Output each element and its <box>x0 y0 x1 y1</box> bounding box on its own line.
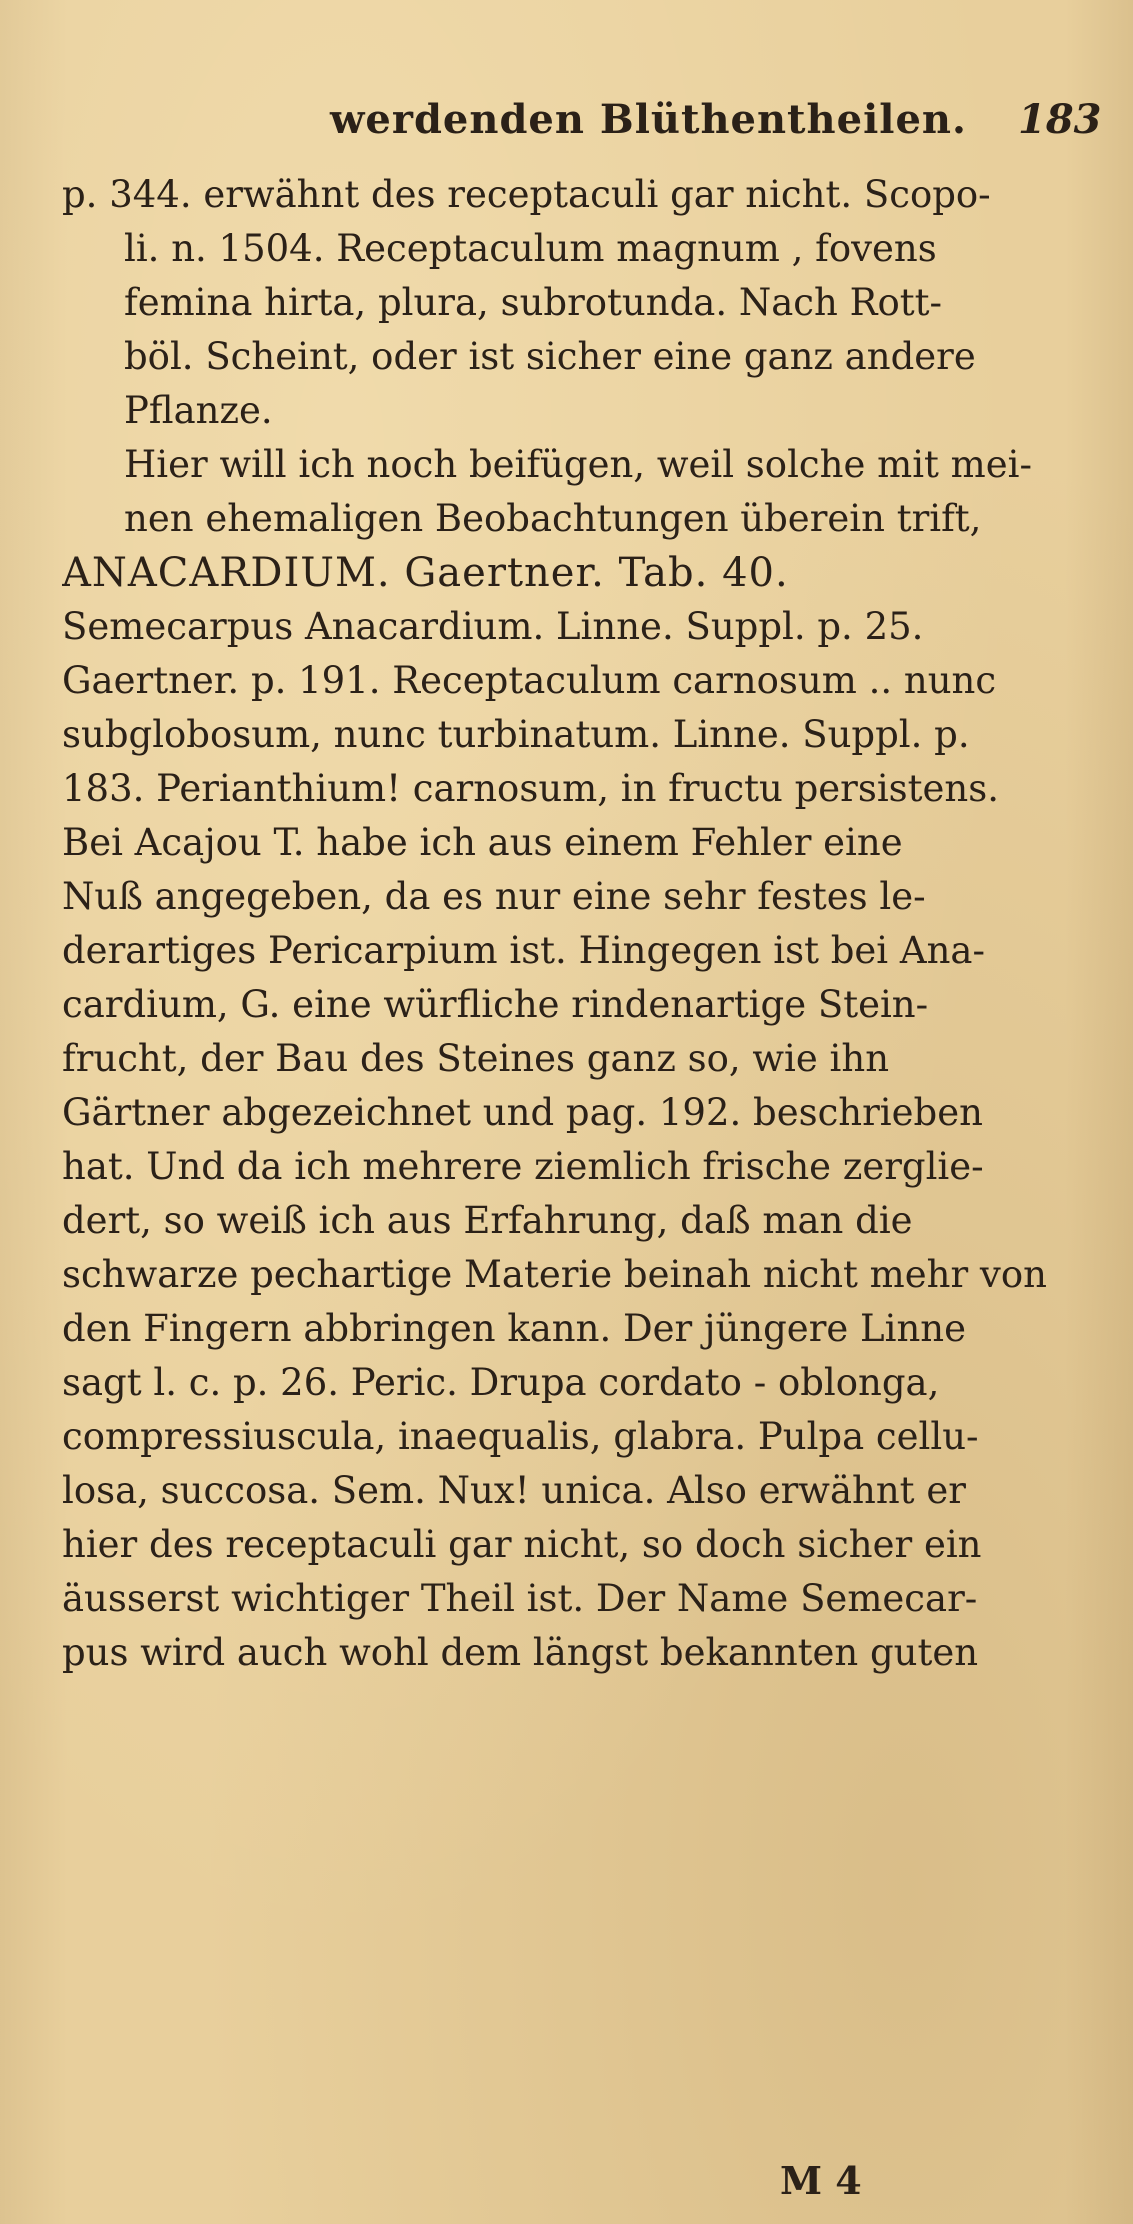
text-line: Gaertner. p. 191. Receptaculum carnosum .. nunc <box>62 659 997 702</box>
text-line: femina hirta, plura, subrotunda. Nach Rott- <box>124 281 942 324</box>
text-line: Gärtner abgezeichnet und pag. 192. beschrieben <box>62 1091 983 1134</box>
text-line: böl. Scheint, oder ist sicher eine ganz andere <box>124 335 976 378</box>
text-line: schwarze pechartige Materie beinah nicht mehr von <box>62 1253 1047 1296</box>
body-text <box>62 168 1052 1680</box>
text-line: Semecarpus Anacardium. Linne. Suppl. p. 25. <box>62 605 924 648</box>
text-line: Nuß angegeben, da es nur eine sehr festes le- <box>62 875 926 918</box>
signature-catchword: M 4 <box>780 2158 862 2203</box>
text-line: den Fingern abbringen kann. Der jüngere Linne <box>62 1307 967 1350</box>
text-line: subglobosum, nunc turbinatum. Linne. Suppl. p. <box>62 713 970 756</box>
text-line: Hier will ich noch beifügen, weil solche mit mei- <box>124 443 1032 486</box>
genus-heading: ANACARDIUM. Gaertner. Tab. 40. <box>62 550 789 596</box>
text-line: Pflanze. <box>124 389 273 432</box>
text-line: pus wird auch wohl dem längst bekannten guten <box>62 1631 979 1674</box>
text-line: li. n. 1504. Receptaculum magnum , fovens <box>124 227 937 270</box>
text-line: äusserst wichtiger Theil ist. Der Name Semecar- <box>62 1577 978 1620</box>
text-line: Bei Acajou T. habe ich aus einem Fehler eine <box>62 821 903 864</box>
text-line: compressiuscula, inaequalis, glabra. Pulpa cellu- <box>62 1415 979 1458</box>
running-head: werdenden Blüthentheilen. <box>330 96 967 143</box>
page-number: 183 <box>1018 96 1102 143</box>
text-line: frucht, der Bau des Steines ganz so, wie ihn <box>62 1037 890 1080</box>
text-line: losa, succosa. Sem. Nux! unica. Also erwähnt er <box>62 1469 966 1512</box>
text-line: cardium, G. eine würfliche rindenartige Stein- <box>62 983 929 1026</box>
text-line: sagt l. c. p. 26. Peric. Drupa cordato - oblonga, <box>62 1361 940 1404</box>
text-line: hat. Und da ich mehrere ziemlich frische zerglie- <box>62 1145 984 1188</box>
text-line: dert, so weiß ich aus Erfahrung, daß man die <box>62 1199 913 1242</box>
text-line: p. 344. erwähnt des receptaculi gar nicht. Scopo- <box>62 173 991 216</box>
text-line: nen ehemaligen Beobachtungen überein trift, <box>124 497 982 540</box>
text-line: 183. Perianthium! carnosum, in fructu persistens. <box>62 767 999 810</box>
text-line: derartiges Pericarpium ist. Hingegen ist bei Ana- <box>62 929 985 972</box>
text-line: hier des receptaculi gar nicht, so doch sicher ein <box>62 1523 982 1566</box>
